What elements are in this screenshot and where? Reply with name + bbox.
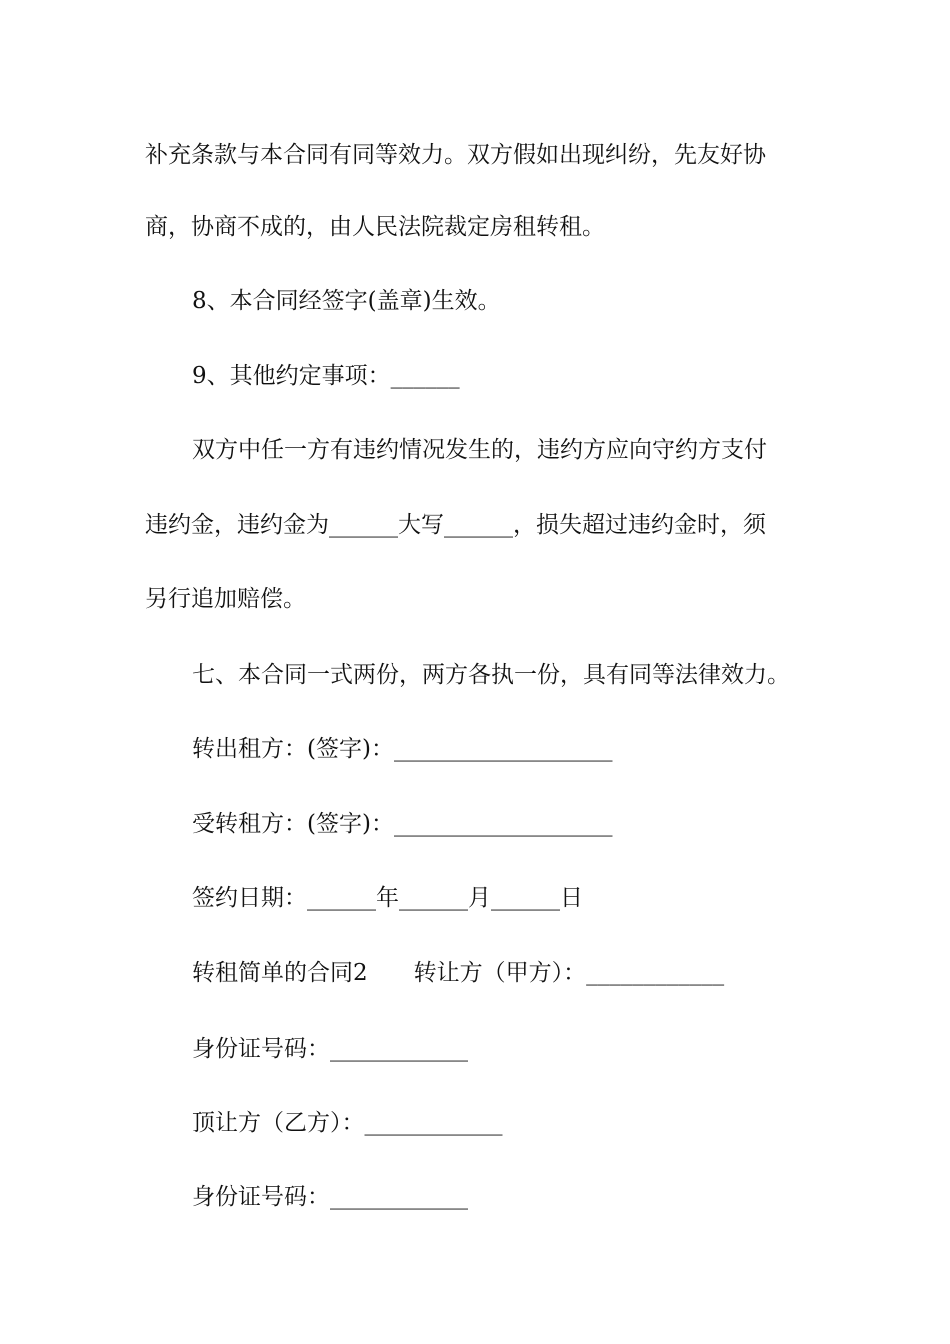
clause-seven: 七、本合同一式两份，两方各执一份，具有同等法律效力。	[192, 662, 790, 688]
party-b-line: 顶让方（乙方）：____________	[192, 1110, 503, 1136]
paragraph-line-1: 补充条款与本合同有同等效力。双方假如出现纠纷，先友好协	[145, 142, 766, 168]
clause-9: 9、其他约定事项：______	[192, 363, 460, 389]
penalty-paragraph-line-1: 双方中任一方有违约情况发生的，违约方应向守约方支付	[192, 437, 767, 463]
party-b-id-line: 身份证号码：____________	[192, 1184, 468, 1210]
contract-2-heading: 转租简单的合同2 转让方（甲方）：____________	[192, 960, 725, 986]
lessor-signature-line: 转出租方：(签字)：___________________	[192, 736, 613, 762]
paragraph-line-2: 商，协商不成的，由人民法院裁定房租转租。	[145, 214, 605, 240]
signing-date-line: 签约日期：______年______月______日	[192, 885, 583, 911]
clause-8: 8、本合同经签字(盖章)生效。	[192, 288, 501, 314]
penalty-paragraph-line-3: 另行追加赔偿。	[145, 586, 306, 612]
party-a-id-line: 身份证号码：____________	[192, 1036, 468, 1062]
lessee-signature-line: 受转租方：(签字)：___________________	[192, 811, 613, 837]
penalty-paragraph-line-2: 违约金，违约金为______大写______，损失超过违约金时，须	[145, 512, 766, 538]
